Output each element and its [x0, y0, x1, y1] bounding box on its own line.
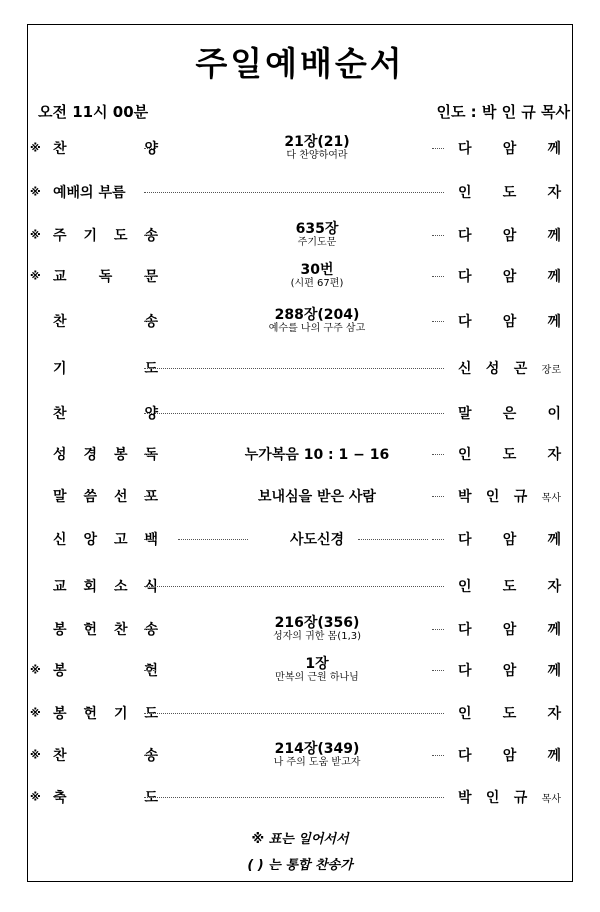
- row-label-char: 헌: [83, 706, 98, 722]
- row-label-char: 도: [113, 228, 128, 244]
- footer-note-hymnal: ( ) 는 통합 찬송가: [247, 858, 353, 873]
- responder-title: 목사: [541, 794, 561, 805]
- responder-char: 자: [547, 579, 561, 595]
- row-label-char: 소: [113, 579, 128, 595]
- standing-mark: ※: [30, 185, 41, 199]
- service-row: [28, 256, 572, 296]
- responder-char: 이: [547, 406, 561, 422]
- service-row: [28, 566, 572, 606]
- leader-dots: [144, 713, 444, 714]
- row-responder: [458, 703, 561, 723]
- responder-char: 인: [485, 489, 500, 505]
- row-label-char: 양: [144, 406, 158, 422]
- service-row: [28, 519, 572, 559]
- row-content: [172, 530, 462, 548]
- leader-dots: [144, 797, 444, 798]
- row-content: [172, 487, 462, 505]
- row-label-char: 백: [144, 532, 158, 548]
- row-label: [53, 311, 158, 331]
- row-label: [53, 225, 158, 245]
- leader-dots: [144, 586, 444, 587]
- row-label: [53, 444, 158, 464]
- row-sub-text: 나 주의 도움 받고자: [273, 757, 361, 769]
- responder-char: 다: [458, 532, 472, 548]
- responder-char: 암: [502, 228, 517, 244]
- service-row: [28, 609, 572, 649]
- service-row: [28, 434, 572, 474]
- responder-char: 께: [547, 622, 561, 638]
- page-title: 주일예배순서: [195, 44, 405, 83]
- responder-char: 신: [458, 361, 472, 377]
- standing-mark: ※: [30, 706, 41, 720]
- responder-char: 인: [458, 185, 472, 201]
- row-label-char: 회: [83, 579, 98, 595]
- responder-char: 규: [513, 489, 528, 505]
- row-label-char: 찬: [53, 748, 67, 764]
- row-responder: [458, 225, 561, 245]
- responder-char: 박: [458, 489, 472, 505]
- row-label-char: 봉: [53, 663, 67, 679]
- row-main-text: 보내심을 받은 사람: [258, 488, 376, 505]
- row-main-text: 21장(21): [284, 134, 350, 151]
- row-label-char: 포: [144, 489, 158, 505]
- row-label-char: 교: [53, 269, 67, 285]
- row-label-char: 문: [144, 269, 158, 285]
- responder-char: 다: [458, 622, 472, 638]
- service-row: [28, 693, 572, 733]
- responder-char: 다: [458, 663, 472, 679]
- responder-char: 께: [547, 663, 561, 679]
- standing-mark: ※: [30, 228, 41, 242]
- responder-char: 도: [502, 579, 517, 595]
- row-label: [53, 745, 158, 765]
- service-row: [28, 735, 572, 775]
- service-row: [28, 301, 572, 341]
- row-label: [53, 619, 158, 639]
- row-sub-text: 예수를 나의 구주 삼고: [268, 323, 366, 335]
- responder-char: 다: [458, 748, 472, 764]
- row-label-char: 도: [144, 361, 158, 377]
- row-label-char: 기: [113, 706, 128, 722]
- row-responder: [458, 576, 561, 596]
- leader-dots: [144, 629, 156, 630]
- responder-char: 다: [458, 141, 472, 157]
- responder-char: 암: [502, 141, 517, 157]
- row-label-char: 기: [53, 361, 67, 377]
- row-responder: [458, 486, 561, 506]
- responder-char: 께: [547, 532, 561, 548]
- row-label-char: 찬: [53, 141, 67, 157]
- row-label-char: 선: [113, 489, 128, 505]
- service-row: [28, 172, 572, 212]
- standing-mark: ※: [30, 663, 41, 677]
- row-label-char: 씀: [83, 489, 98, 505]
- row-label-char: 말: [53, 489, 67, 505]
- responder-char: 자: [547, 185, 561, 201]
- service-row: [28, 348, 572, 388]
- row-responder: [458, 619, 561, 639]
- row-responder: [458, 403, 561, 423]
- row-content: [172, 656, 462, 684]
- responder-char: 규: [513, 790, 528, 806]
- row-responder: [458, 358, 561, 378]
- service-row: [28, 777, 572, 817]
- row-main-text: 216장(356): [274, 615, 360, 632]
- row-label-char: 주: [53, 228, 67, 244]
- responder-char: 께: [547, 748, 561, 764]
- leader-dots: [144, 148, 156, 149]
- row-main-text: 누가복음 10 : 1 − 16: [244, 446, 390, 463]
- leader-dots: [144, 539, 156, 540]
- row-label-char: 송: [144, 228, 158, 244]
- responder-char: 도: [502, 447, 517, 463]
- responder-char: 암: [502, 622, 517, 638]
- row-label: [53, 138, 158, 158]
- leader-dots: [144, 755, 156, 756]
- footer-note-standing: ※ 표는 일어서서: [251, 832, 349, 847]
- row-responder: [458, 787, 561, 807]
- leader-dots: [144, 413, 444, 414]
- responder-char: 인: [458, 579, 472, 595]
- row-label-char: 독: [144, 447, 158, 463]
- row-label: [53, 703, 158, 723]
- responder-char: 자: [547, 706, 561, 722]
- row-label-char: 앙: [83, 532, 98, 548]
- responder-char: 암: [502, 663, 517, 679]
- leader-dots: [144, 192, 444, 193]
- row-label: [53, 486, 158, 506]
- leader-dots: [144, 276, 156, 277]
- service-leader: 인도 : 박 인 규 목사: [436, 103, 570, 121]
- responder-char: 다: [458, 269, 472, 285]
- standing-mark: ※: [30, 748, 41, 762]
- row-label-char: 찬: [53, 314, 67, 330]
- leader-dots: [144, 368, 444, 369]
- row-responder: [458, 745, 561, 765]
- row-label-char: 예배의 부름: [53, 185, 126, 201]
- row-sub-text: 주기도문: [297, 237, 337, 249]
- row-label-char: 찬: [113, 622, 128, 638]
- row-main-text: 635장: [295, 221, 339, 238]
- row-label: [53, 182, 158, 202]
- row-label-char: 송: [144, 748, 158, 764]
- responder-char: 다: [458, 228, 472, 244]
- row-responder: [458, 660, 561, 680]
- leader-dots: [144, 321, 156, 322]
- responder-char: 박: [458, 790, 472, 806]
- service-row: [28, 393, 572, 433]
- row-label-char: 식: [144, 579, 158, 595]
- responder-char: 도: [502, 185, 517, 201]
- row-label-char: 찬: [53, 406, 67, 422]
- row-label-char: 경: [83, 447, 98, 463]
- responder-char: 께: [547, 269, 561, 285]
- responder-char: 암: [502, 748, 517, 764]
- row-label-char: 봉: [53, 622, 67, 638]
- row-label: [53, 787, 158, 807]
- row-label-char: 송: [144, 314, 158, 330]
- row-sub-text: (시편 67편): [290, 278, 344, 290]
- row-label: [53, 576, 158, 596]
- responder-char: 성: [485, 361, 500, 377]
- row-label-char: 헌: [144, 663, 158, 679]
- responder-char: 께: [547, 314, 561, 330]
- row-content: [172, 307, 462, 335]
- responder-char: 도: [502, 706, 517, 722]
- responder-char: 암: [502, 532, 517, 548]
- leader-dots: [144, 235, 156, 236]
- row-content: [172, 221, 462, 249]
- leader-dots: [144, 670, 156, 671]
- row-content: [172, 134, 462, 162]
- row-responder: [458, 444, 561, 464]
- responder-char: 인: [458, 706, 472, 722]
- row-label-char: 교: [53, 579, 67, 595]
- row-responder: [458, 182, 561, 202]
- row-label-char: 도: [144, 706, 158, 722]
- row-label: [53, 358, 158, 378]
- service-row: [28, 128, 572, 168]
- row-content: [172, 445, 462, 463]
- row-label-char: 도: [144, 790, 158, 806]
- service-time: 오전 11시 00분: [38, 103, 149, 121]
- standing-mark: ※: [30, 141, 41, 155]
- row-label-char: 헌: [83, 622, 98, 638]
- row-main-text: 1장: [305, 656, 329, 673]
- responder-char: 암: [502, 269, 517, 285]
- row-content: [172, 615, 462, 643]
- row-label: [53, 660, 158, 680]
- row-responder: [458, 311, 561, 331]
- row-content: [172, 741, 462, 769]
- row-label-char: 봉: [113, 447, 128, 463]
- row-label-char: 양: [144, 141, 158, 157]
- row-sub-text: 만복의 근원 하나님: [275, 672, 359, 684]
- leader-dots: [144, 496, 156, 497]
- row-label-char: 봉: [53, 706, 67, 722]
- responder-char: 자: [547, 447, 561, 463]
- row-label-char: 축: [53, 790, 67, 806]
- responder-char: 인: [485, 790, 500, 806]
- row-label-char: 독: [98, 269, 113, 285]
- row-label-char: 고: [113, 532, 128, 548]
- responder-char: 께: [547, 228, 561, 244]
- row-content: [172, 262, 462, 290]
- row-label-char: 기: [83, 228, 98, 244]
- row-main-text: 30번: [300, 262, 334, 279]
- row-label-char: 신: [53, 532, 67, 548]
- row-sub-text: 다 찬양하여라: [286, 150, 348, 162]
- row-label: [53, 529, 158, 549]
- responder-title: 목사: [541, 493, 561, 504]
- responder-char: 암: [502, 314, 517, 330]
- standing-mark: ※: [30, 269, 41, 283]
- row-responder: [458, 529, 561, 549]
- row-responder: [458, 138, 561, 158]
- service-row: [28, 476, 572, 516]
- responder-char: 께: [547, 141, 561, 157]
- standing-mark: ※: [30, 790, 41, 804]
- responder-title: 장로: [541, 365, 561, 376]
- row-label: [53, 403, 158, 423]
- row-sub-text: 성자의 귀한 몸(1,3): [272, 631, 362, 643]
- row-main-text: 288장(204): [274, 307, 360, 324]
- row-main-text: 214장(349): [274, 741, 360, 758]
- responder-char: 다: [458, 314, 472, 330]
- row-label-char: 송: [144, 622, 158, 638]
- row-main-text: 사도신경: [289, 531, 345, 548]
- service-row: [28, 215, 572, 255]
- row-responder: [458, 266, 561, 286]
- responder-char: 곤: [513, 361, 528, 377]
- responder-char: 말: [458, 406, 472, 422]
- row-label-char: 성: [53, 447, 67, 463]
- responder-char: 은: [502, 406, 517, 422]
- row-label: [53, 266, 158, 286]
- leader-dots: [144, 454, 156, 455]
- service-row: [28, 650, 572, 690]
- responder-char: 인: [458, 447, 472, 463]
